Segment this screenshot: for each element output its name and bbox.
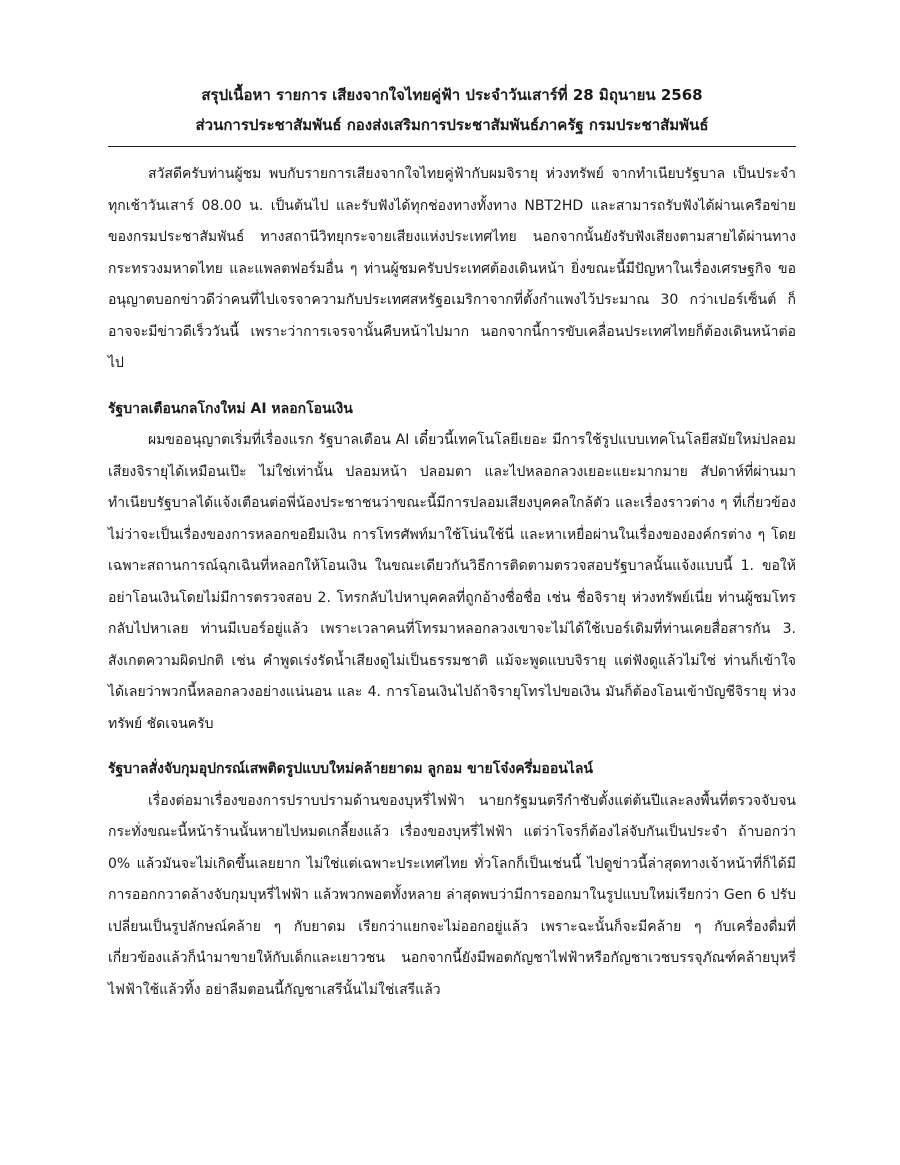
header-divider xyxy=(108,146,796,147)
section-heading-vape-crackdown: รัฐบาลสั่งจับกุมอุปกรณ์เสพติดรูปแบบใหม่คล้ายยาดม ลูกอม ขายโจ๋งครึ่มออนไลน์ xyxy=(108,761,593,777)
document-title: สรุปเนื้อหา รายการ เสียงจากใจไทยคู่ฟ้า ประจำวันเสาร์ที่ 28 มิถุนายน 2568 xyxy=(201,86,703,104)
section-body-vape-crackdown: เรื่องต่อมาเรื่องของการปราบปรามด้านของบุหรี่ไฟฟ้า นายกรัฐมนตรีกำชับตั้งแต่ต้นปีและลงพื้นที่ตรวจจับจนกระทั่งขณะนี้หน้าร้านนั้นหายไปหมดเกลี้ยงแล้ว เรื่องของบุหรี่ไฟฟ้า แต่ว่าโจรก็ต้องไล่จับกันเป็นประจำ ถ้าบอกว่า 0% แล้วมันจะไม่เกิดขึ้นเลยยาก ไม่ใช่แต่เฉพาะประเทศไทย ทั่วโลกก็เป็นเช่นนี้ ไปดูข่าวนี้ล่าสุดทางเจ้าหน้าที่ก็ได้มีการออกกวาดล้างจับกุมบุหรี่ไฟฟ้า แล้วพวกพอตทั้งหลาย ล่าสุดพบว่ามีการออกมาในรูปแบบใหม่เรียกว่า Gen 6 ปรับเปลี่ยนเป็นรูปลักษณ์คล้าย ๆ กับยาดม เรียกว่าแยกจะไม่ออกอยู่แล้ว เพราะฉะนั้นก็จะมีคล้าย ๆ กับเครื่องดื่มที่เกี่ยวข้องแล้วก็นำมาขายให้กับเด็กและเยาวชน นอกจากนี้ยังมีพอตกัญชาไฟฟ้าหรือกัญชาเวชบรรจุภัณฑ์คล้ายบุหรี่ไฟฟ้าใช้แล้วทิ้ง อย่าลืมตอนนี้กัญชาเสรีนั้นไม่ใช่เสรีแล้ว xyxy=(108,792,796,998)
intro-paragraph: สวัสดีครับท่านผู้ชม พบกับรายการเสียงจากใจไทยคู่ฟ้ากับผมจิรายุ ห่วงทรัพย์ จากทำเนียบรัฐบาล เป็นประจำทุกเช้าวันเสาร์ 08.00 น. เป็นต้นไป และรับฟังได้ทุกช่องทางทั้งทาง NBT2HD และสามารถรับฟังได้ผ่านเครือข่ายของกรมประชาสัมพันธ์ ทางสถานีวิทยุกระจายเสียงแห่งประเทศไทย นอกจากนั้นยังรับฟังเสียงตามสายได้ผ่านทางกระทรวงมหาดไทย และแพลตฟอร์มอื่น ๆ ท่านผู้ชมครับประเทศต้องเดินหน้า ยิ่งขณะนี้มีปัญหาในเรื่องเศรษฐกิจ ขออนุญาตบอกข่าวดีว่าคนที่ไปเจรจาความกับประเทศสหรัฐอเมริกาจากที่ตั้งกำแพงไว้ประมาณ 30 กว่าเปอร์เซ็นต์ ก็อาจจะมีข่าวดีเร็ววันนี้ เพราะว่าการเจรจานั้นคืบหน้าไปมาก นอกจากนี้การขับเคลื่อนประเทศไทยก็ต้องเดินหน้าต่อไป xyxy=(108,166,796,371)
section-heading-ai-scam: รัฐบาลเตือนกลโกงใหม่ AI หลอกโอนเงิน xyxy=(108,400,353,417)
section-body-ai-scam: ผมขออนุญาตเริ่มที่เรื่องแรก รัฐบาลเตือน AI เดี๋ยวนี้เทคโนโลยีเยอะ มีการใช้รูปแบบเทคโนโลยีสมัยใหม่ปลอมเสียงจิรายุได้เหมือนเป๊ะ ไม่ใช่เท่านั้น ปลอมหน้า ปลอมตา และไปหลอกลวงเยอะแยะมากมาย สัปดาห์ที่ผ่านมาทำเนียบรัฐบาลได้แจ้งเตือนต่อพี่น้องประชาชนว่าขณะนี้มีการปลอมเสียงบุคคลใกล้ตัว และเรื่องราวต่าง ๆ ที่เกี่ยวข้องไม่ว่าจะเป็นเรื่องของการหลอกขอยืมเงิน การโทรศัพท์มาใช้โน่นใช้นี่ และหาเหยื่อผ่านในเรื่องขององค์กรต่าง ๆ โดยเฉพาะสถานการณ์ฉุกเฉินที่หลอกให้โอนเงิน ในขณะเดียวกันวิธีการติดตามตรวจสอบรัฐบาลนั้นแจ้งแบบนี้ 1. ขอให้อย่าโอนเงินโดยไม่มีการตรวจสอบ 2. โทรกลับไปหาบุคคลที่ถูกอ้างชื่อชื่อ เช่น ชื่อจิรายุ ห่วงทรัพย์เนี่ย ท่านผู้ชมโทรกลับไปหาเลย ท่านมีเบอร์อยู่แล้ว เพราะเวลาคนที่โทรมาหลอกลวงเขาจะไม่ได้ใช้เบอร์เดิมที่ท่านเคยสื่อสารกัน 3. สังเกตความผิดปกติ เช่น คำพูดเร่งรัดน้ำเสียงดูไม่เป็นธรรมชาติ แม้จะพูดแบบจิรายุ แต่ฟังดูแล้วไม่ใช่ ท่านก็เข้าใจได้เลยว่าพวกนี้หลอกลวงอย่างแน่นอน และ 4. การโอนเงินไปถ้าจิรายุโทรไปขอเงิน มันก็ต้องโอนเข้าบัญชีจิรายุ ห่วงทรัพย์ ชัดเจนครับ xyxy=(108,432,796,732)
document-subtitle: ส่วนการประชาสัมพันธ์ กองส่งเสริมการประชาสัมพันธ์ภาครัฐ กรมประชาสัมพันธ์ xyxy=(195,116,709,134)
document-page xyxy=(108,80,796,1006)
